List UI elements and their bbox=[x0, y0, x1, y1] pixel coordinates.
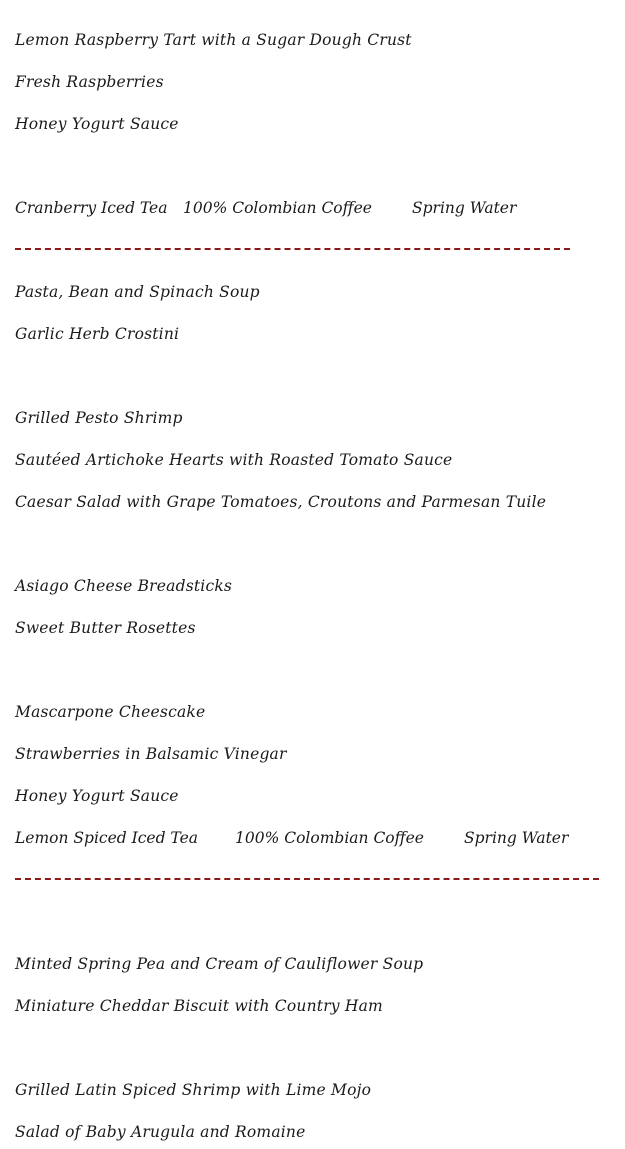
menu-item: Salad of Baby Arugula and Romaine bbox=[15, 1123, 306, 1141]
drink-item: Spring Water bbox=[464, 829, 569, 847]
section-divider bbox=[15, 878, 599, 880]
drink-item: 100% Colombian Coffee bbox=[235, 829, 424, 847]
menu-item: Sautéed Artichoke Hearts with Roasted Tomato Sauce bbox=[15, 451, 453, 469]
drink-item: Spring Water bbox=[412, 199, 517, 217]
menu-item: Sweet Butter Rosettes bbox=[15, 619, 196, 637]
drink-item: Cranberry Iced Tea bbox=[15, 199, 168, 217]
menu-item: Lemon Raspberry Tart with a Sugar Dough Crust bbox=[15, 31, 412, 49]
menu-item: Grilled Latin Spiced Shrimp with Lime Mojo bbox=[15, 1081, 372, 1099]
drink-item: Lemon Spiced Iced Tea bbox=[15, 829, 198, 847]
menu-item: Mascarpone Cheescake bbox=[15, 703, 206, 721]
menu-item: Pasta, Bean and Spinach Soup bbox=[15, 283, 260, 301]
menu-item: Miniature Cheddar Biscuit with Country Ham bbox=[15, 997, 383, 1015]
section-divider bbox=[15, 248, 570, 250]
menu-item: Asiago Cheese Breadsticks bbox=[15, 577, 233, 595]
drinks-row bbox=[15, 826, 615, 850]
menu-item: Strawberries in Balsamic Vinegar bbox=[15, 745, 287, 763]
menu-item: Caesar Salad with Grape Tomatoes, Croutons and Parmesan Tuile bbox=[15, 493, 547, 511]
menu-item: Grilled Pesto Shrimp bbox=[15, 409, 183, 427]
menu-item: Fresh Raspberries bbox=[15, 73, 164, 91]
menu-item: Minted Spring Pea and Cream of Cauliflower Soup bbox=[15, 955, 424, 973]
menu-item: Garlic Herb Crostini bbox=[15, 325, 180, 343]
menu-item: Honey Yogurt Sauce bbox=[15, 787, 179, 805]
drinks-row bbox=[15, 196, 615, 220]
drink-item: 100% Colombian Coffee bbox=[183, 199, 372, 217]
menu-item: Honey Yogurt Sauce bbox=[15, 115, 179, 133]
